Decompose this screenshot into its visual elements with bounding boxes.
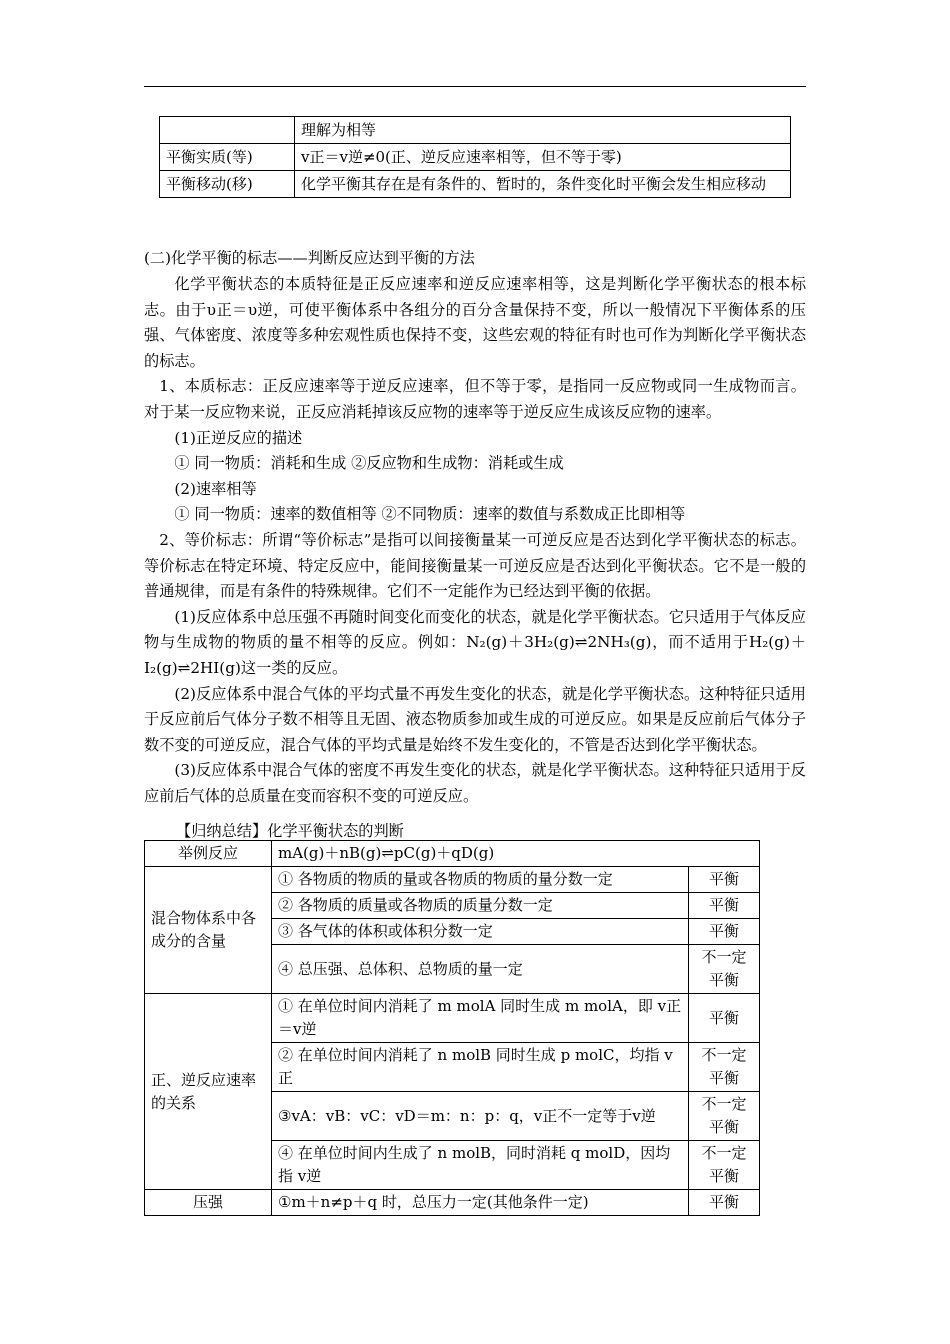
table-cell: ③vA：vB：vC：vD＝m：n：p：q，v正不一定等于v逆 — [272, 1092, 689, 1141]
table-cell: mA(g)＋nB(g)⇌pC(g)＋qD(g) — [272, 841, 760, 867]
table-cell: ① 在单位时间内消耗了 m molA 同时生成 m molA，即 v正＝v逆 — [272, 994, 689, 1043]
table-row — [145, 994, 760, 1043]
table-cell: 化学平衡其存在是有条件的、暂时的，条件变化时平衡会发生相应移动 — [295, 171, 791, 198]
paragraph: 1、本质标志：正反应速率等于逆反应速率，但不等于零，是指同一反应物或同一生成物而言。对于某一反应物来说，正反应消耗掉该反应物的速率等于逆反应生成该反应物的速率。 — [144, 377, 806, 421]
table-row — [160, 171, 791, 198]
table-cell: 压强 — [145, 1190, 272, 1216]
paragraph: (2)反应体系中混合气体的平均式量不再发生变化的状态，就是化学平衡状态。这种特征只适用于反应前后气体分子数不相等且无固、液态物质参加或生成的可逆反应。如果是反应前后气体分子数不变的可逆反应，混合气体的平均式量是始终不发生变化的，不管是否达到化学平衡状态。 — [144, 684, 806, 754]
equilibrium-features-table — [159, 116, 791, 198]
header-rule — [144, 86, 806, 87]
body-text — [144, 272, 806, 809]
table-cell: 不一定平衡 — [689, 945, 760, 994]
table-row — [145, 1190, 760, 1216]
paragraph: ① 同一物质：消耗和生成 ②反应物和生成物：消耗或生成 — [174, 454, 564, 473]
paragraph: (1)正逆反应的描述 — [174, 428, 303, 447]
paragraph: 化学平衡状态的本质特征是正反应速率和逆反应速率相等，这是判断化学平衡状态的根本标志。由于υ正＝υ逆，可使平衡体系中各组分的百分含量保持不变，所以一般情况下平衡体系的压强、气体密度、浓度等多种宏观性质也保持不变，这些宏观的特征有时也可作为判断化学平衡状态的标志。 — [144, 275, 806, 370]
table-cell: 平衡实质(等) — [160, 144, 295, 171]
table-cell: 正、逆反应速率的关系 — [145, 994, 272, 1190]
paragraph: (3)反应体系中混合气体的密度不再发生变化的状态，就是化学平衡状态。这种特征只适用于反应前后气体的总质量在变而容积不变的可逆反应。 — [144, 761, 806, 805]
table-cell: ① 各物质的物质的量或各物质的物质的量分数一定 — [272, 867, 689, 893]
table-cell: 平衡 — [689, 919, 760, 945]
paragraph: ① 同一物质：速率的数值相等 ②不同物质：速率的数值与系数成正比即相等 — [174, 505, 686, 524]
table-cell: ② 在单位时间内消耗了 n molB 同时生成 p molC，均指 v正 — [272, 1043, 689, 1092]
table-cell: 不一定平衡 — [689, 1043, 760, 1092]
table-cell — [160, 117, 295, 144]
table-cell: 平衡 — [689, 994, 760, 1043]
paragraph: (1)反应体系中总压强不再随时间变化而变化的状态，就是化学平衡状态。它只适用于气体反应物与生成物的物质的量不相等的反应。例如：N₂(g)＋3H₂(g)⇌2NH₃(g)，而不适用于H₂(g)＋I₂(g)⇌2HI(g)这一类的反应。 — [144, 607, 806, 677]
table-cell: 不一定平衡 — [689, 1141, 760, 1190]
table-row — [160, 117, 791, 144]
section-title: (二)化学平衡的标志——判断反应达到平衡的方法 — [144, 249, 475, 267]
summary-title: 【归纳总结】化学平衡状态的判断 — [176, 822, 404, 840]
table-row — [160, 144, 791, 171]
equilibrium-judgement-table — [144, 840, 760, 1216]
table-cell: 不一定平衡 — [689, 1092, 760, 1141]
table-cell: v正＝v逆≠0(正、逆反应速率相等，但不等于零) — [295, 144, 791, 171]
table-cell: 举例反应 — [145, 841, 272, 867]
table-cell: ④ 在单位时间内生成了 n molB，同时消耗 q molD，因均指 v逆 — [272, 1141, 689, 1190]
table-cell: 平衡移动(移) — [160, 171, 295, 198]
table-cell: ④ 总压强、总体积、总物质的量一定 — [272, 945, 689, 994]
table-cell: 理解为相等 — [295, 117, 791, 144]
table-cell: 平衡 — [689, 893, 760, 919]
table-cell: ③ 各气体的体积或体积分数一定 — [272, 919, 689, 945]
table-row — [145, 841, 760, 867]
paragraph: (2)速率相等 — [174, 479, 257, 498]
table-row — [145, 867, 760, 893]
table-cell: ② 各物质的质量或各物质的质量分数一定 — [272, 893, 689, 919]
table-cell: 平衡 — [689, 867, 760, 893]
table-cell: ①m＋n≠p＋q 时，总压力一定(其他条件一定) — [272, 1190, 689, 1216]
table-cell: 混合物体系中各成分的含量 — [145, 867, 272, 994]
table-cell: 平衡 — [689, 1190, 760, 1216]
paragraph: 2、等价标志：所谓“等价标志”是指可以间接衡量某一可逆反应是否达到化学平衡状态的标志。等价标志在特定环境、特定反应中，能间接衡量某一可逆反应是否达到化平衡状态。它不是一般的普通规律，而是有条件的特殊规律。它们不一定能作为已经达到平衡的依据。 — [144, 530, 806, 601]
